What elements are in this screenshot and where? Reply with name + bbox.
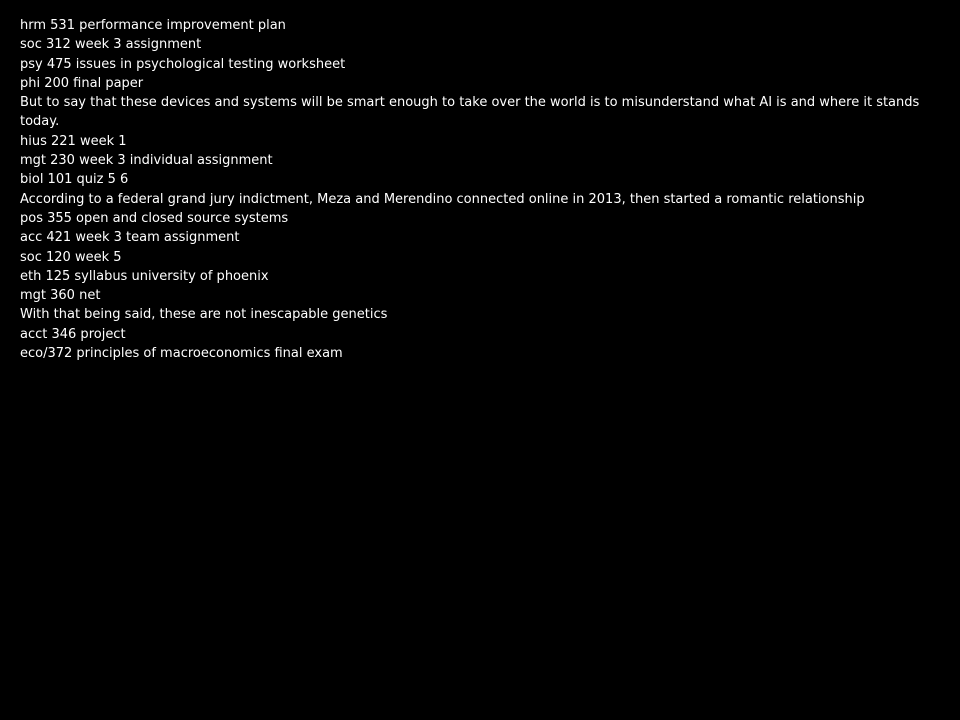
text-line: mgt 230 week 3 individual assignment [20,153,273,169]
text-line: acc 421 week 3 team assignment [20,230,240,246]
text-line: soc 120 week 5 [20,249,122,265]
text-line: biol 101 quiz 5 6 [20,172,129,188]
text-line: With that being said, these are not inescapable genetics [20,307,388,323]
text-line-list [20,16,936,363]
text-line: psy 475 issues in psychological testing worksheet [20,56,346,72]
text-line: mgt 360 net [20,288,101,304]
text-line: soc 312 week 3 assignment [20,37,202,53]
text-line: According to a federal grand jury indictment, Meza and Merendino connected online in 2013, then started a romantic relationship [20,191,865,207]
text-line: eth 125 syllabus university of phoenix [20,268,269,284]
text-line: acct 346 project [20,326,126,342]
text-line: hius 221 week 1 [20,133,127,149]
text-line: phi 200 final paper [20,75,144,91]
text-line: hrm 531 performance improvement plan [20,18,286,33]
text-line: pos 355 open and closed source systems [20,210,289,226]
text-line: eco/372 principles of macroeconomics final exam [20,346,343,362]
text-line: But to say that these devices and systems will be smart enough to take over the world is to misunderstand what AI is and where it stands today. [20,95,920,130]
